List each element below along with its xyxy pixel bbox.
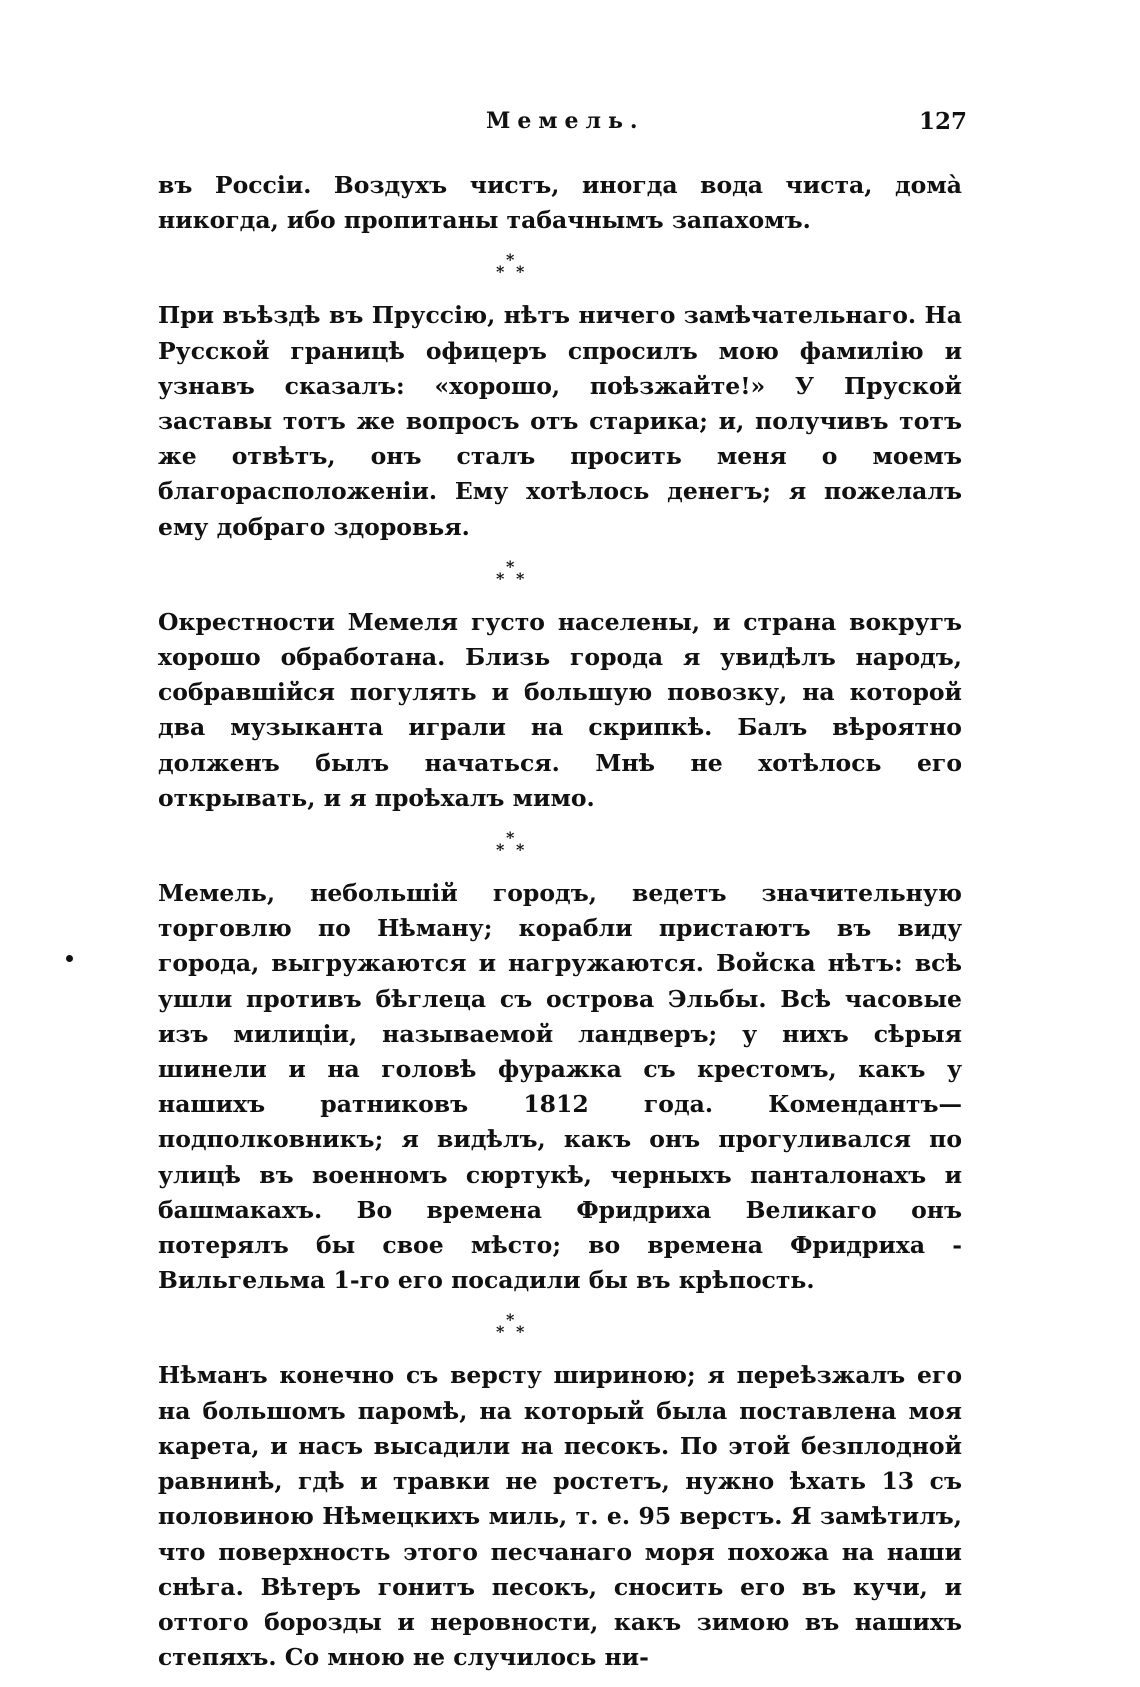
asterism-star-left: * (496, 262, 505, 282)
asterism-star-left: * (496, 568, 505, 588)
asterism-star-right: * (516, 262, 525, 282)
paragraph-3: Окрестности Мемеля густо населены, и страна вокругъ хорошо обработана. Близь города я увидѣлъ народъ, собравшійся погулять и большую повозку, на которой два музыканта играли на скрипкѣ. Балъ вѣроятно долженъ былъ начаться. Мнѣ не хотѣлось его открывать, и я проѣхалъ мимо. (158, 607, 962, 812)
asterism-star-left: * (496, 1322, 505, 1342)
page-header (0, 108, 1140, 148)
page-number: 127 (919, 108, 968, 135)
asterism-3 (158, 816, 962, 876)
asterism-star-top: * (506, 556, 515, 576)
asterism-star-top: * (506, 828, 515, 848)
paragraph-1: въ Россіи. Воздухъ чистъ, иногда вода чиста, домà никогда, ибо пропитаны табачнымъ запахомъ. (158, 171, 962, 235)
running-title: Мемель. (486, 108, 645, 134)
paragraph-4: Мемель, небольшій городъ, ведетъ значительную торговлю по Нѣману; корабли пристаютъ въ виду города, выгружаются и нагружаются. Войска нѣтъ: всѣ ушли противъ бѣглеца съ острова Эльбы. Всѣ часовые изъ милиціи, называемой ландверъ; у нихъ сѣрыя шинели и на головѣ фуражка съ крестомъ, какъ у нашихъ ратниковъ 1812 года. Комендантъ— подполковникъ; я видѣлъ, какъ онъ прогуливался по улицѣ въ военномъ сюртукѣ, черныхъ панталонахъ и башмакахъ. Во времена Фридриха Великаго онъ потерялъ бы свое мѣсто; во времена Фридриха - Вильгельма 1-го его посадили бы въ крѣпость. (158, 879, 962, 1295)
asterism-star-left: * (496, 840, 505, 860)
asterism-2 (158, 545, 962, 605)
asterism-1 (158, 238, 962, 298)
paragraph-2: При въѣздѣ въ Пруссію, нѣтъ ничего замѣчательнаго. На Русской границѣ офицеръ спросилъ мою фамилію и узнавъ сказалъ: «хорошо, поѣзжайте!» У Пруской заставы тотъ же вопросъ отъ старика; и, получивъ тотъ же отвѣтъ, онъ сталъ просить меня о моемъ благорасположеніи. Ему хотѣлось денегъ; я пожелалъ ему добраго здоровья. (158, 301, 962, 541)
asterism-star-top: * (506, 1310, 515, 1330)
paragraph-5: Нѣманъ конечно съ версту шириною; я переѣзжалъ его на большомъ паромѣ, на который была поставлена моя карета, и насъ высадили на песокъ. По этой безплодной равнинѣ, гдѣ и травки не ростетъ, нужно ѣхать 13 съ половиною Нѣмецкихъ миль, т. е. 95 верстъ. Я замѣтилъ, что поверхность этого песчанаго моря похожа на наши снѣга. Вѣтеръ гонитъ песокъ, сносить его въ кучи, и оттого борозды и неровности, какъ зимою въ нашихъ степяхъ. Со мною не случилось ни- (158, 1361, 962, 1672)
asterism-4 (158, 1298, 962, 1358)
asterism-star-right: * (516, 568, 525, 588)
asterism-star-right: * (516, 840, 525, 860)
asterism-star-top: * (506, 250, 515, 270)
text-block (158, 168, 962, 1675)
margin-speck (66, 955, 73, 962)
asterism-star-right: * (516, 1322, 525, 1342)
